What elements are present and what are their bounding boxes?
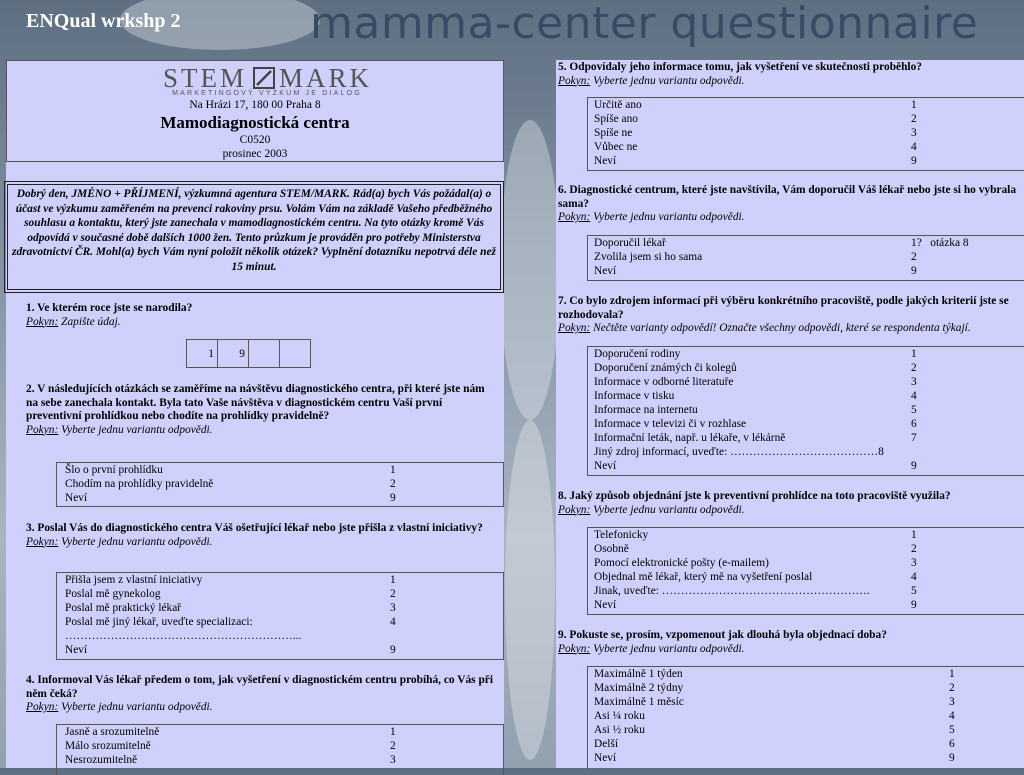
question-instruction: Pokyn: Vyberte jednu variantu odpovědi. <box>26 423 213 436</box>
answer-option[interactable]: Neví 9 <box>594 460 917 472</box>
question-8 <box>558 490 1024 517</box>
question-5 <box>558 61 1020 88</box>
answer-option[interactable]: Málo srozumitelně 2 <box>65 740 396 752</box>
question-title: 5. Odpovídaly jeho informace tomu, jak vyšetření ve skutečnosti proběhlo? <box>558 61 922 73</box>
answer-option[interactable]: Maximálně 1 týden 1 <box>594 668 955 680</box>
intro-text: Dobrý den, JMÉNO + PŘÍJMENÍ, výzkumná agentura STEM/MARK. Rád(a) bych Vás požádal(a) o účast ve výzkumu zaměřeném na prevenci rakoviny prsu. Volám Vám na základě Vašeho předběžného souhlasu a kontaktu, který jste zanechala v mamodiagnostickém centru. Na tyto otázky kromě Vás odpovídá v současné době dalších 1000 žen. Tento průzkum je prováděn pro potřeby Ministerstva zdravotnictví ČR. Mohl(a) bych Vám nyní položit několik otázek? Vyplnění dotazníku nepotrvá déle než 15 minut. <box>4 181 504 293</box>
answer-option[interactable]: Informační leták, např. u lékaře, v lékárně 7 <box>594 432 917 444</box>
answer-option[interactable]: Jasně a srozumitelně 1 <box>65 726 396 738</box>
question-title: 6. Diagnostické centrum, které jste navštívila, Vám doporučil Váš lékař nebo jste si ho vybrala sama? <box>558 184 1017 210</box>
workshop-label: ENQual wrkshp 2 <box>26 10 181 32</box>
question-title: 7. Co bylo zdrojem informací při výběru konkrétního pracoviště, podle jakých kriterií jste se rozhodovala? <box>558 295 1009 321</box>
question-instruction: Pokyn: Vyberte jednu variantu odpovědi. <box>26 535 213 548</box>
company-address: Na Hrázi 17, 180 00 Praha 8 <box>189 99 321 111</box>
answer-option[interactable]: Nesrozumitelně 3 <box>65 754 396 766</box>
answer-option[interactable]: Určitě ano 1 <box>594 99 917 111</box>
answer-option[interactable]: Neví 9 <box>594 599 917 611</box>
answer-option[interactable]: Doporučil lékař 1? otázka 8 <box>594 237 969 249</box>
year-digit[interactable] <box>248 339 280 368</box>
answer-option[interactable]: Šlo o první prohlídku 1 <box>65 464 396 476</box>
answer-option[interactable]: Informace v televizi či v rozhlase 6 <box>594 418 917 430</box>
question-7 <box>558 295 1024 336</box>
question-instruction: Pokyn: Vyberte jednu variantu odpovědi. <box>558 211 745 223</box>
answer-option[interactable]: Neví 9 <box>65 492 396 504</box>
questionnaire-right-page <box>556 60 1024 768</box>
slide-title: mamma-center questionnaire <box>310 0 979 49</box>
answer-option[interactable]: Spíše ne 3 <box>594 127 917 139</box>
question-instruction: Pokyn: Vyberte jednu variantu odpovědi. <box>558 642 745 655</box>
question-title: 1. Ve kterém roce jste se narodila? <box>26 302 193 314</box>
answer-option[interactable]: Neví 9 <box>594 752 955 764</box>
answer-option[interactable]: Objednal mě lékař, který mě na vyšetření poslal 4 <box>594 571 917 583</box>
questionnaire-left-page <box>6 60 504 768</box>
answer-options-q4 <box>56 724 504 775</box>
answer-option[interactable]: Chodím na prohlídky pravidelně 2 <box>65 478 396 490</box>
answer-options-q8 <box>587 527 1024 615</box>
birth-year-field[interactable] <box>187 339 311 368</box>
answer-option[interactable]: Informace na internetu 5 <box>594 404 917 416</box>
question-instruction: Pokyn: Vyberte jednu variantu odpovědi. <box>558 503 745 516</box>
answer-option[interactable]: Přišla jsem z vlastní iniciativy 1 <box>65 574 396 586</box>
question-2 <box>26 383 496 437</box>
answer-option[interactable]: Neví 9 <box>65 644 396 656</box>
question-instruction: Pokyn: Nečtěte varianty odpovědí! Označte všechny odpovědi, které se respondenta týkají. <box>558 322 971 334</box>
year-digit[interactable]: 9 <box>217 339 249 368</box>
document-date: prosinec 2003 <box>222 148 288 160</box>
answer-options-q6 <box>587 235 1024 281</box>
answer-option[interactable]: Jiný zdroj informací, uveďte: …………………………………8 <box>594 446 884 458</box>
answer-option[interactable]: Doporučení rodiny 1 <box>594 348 917 360</box>
question-3 <box>26 522 496 549</box>
answer-option[interactable]: Jinak, uveďte: ………………………………………………. 5 <box>594 585 917 597</box>
answer-option[interactable]: Telefonicky 1 <box>594 529 917 541</box>
answer-options-q9 <box>587 666 1024 769</box>
answer-option[interactable]: Doporučení známých či kolegů 2 <box>594 362 917 374</box>
answer-options-q2 <box>56 462 504 507</box>
answer-option[interactable]: Asi ¼ roku 4 <box>594 710 955 722</box>
answer-option[interactable]: Zvolila jsem si ho sama 2 <box>594 251 917 263</box>
question-4 <box>26 674 496 715</box>
answer-option[interactable]: Poslal mě jiný lékař, uveďte specializaci: 4 <box>65 616 396 628</box>
answer-option[interactable]: Delší 6 <box>594 738 955 750</box>
question-title: 8. Jaký způsob objednání jste k preventivní prohlídce na toto pracoviště využila? <box>558 490 951 502</box>
document-header <box>6 60 504 162</box>
year-digit[interactable]: 1 <box>186 339 218 368</box>
answer-option[interactable]: Poslal mě praktický lékař 3 <box>65 602 396 614</box>
question-9 <box>558 629 1024 656</box>
document-code: C0520 <box>239 134 271 146</box>
question-title: 4. Informoval Vás lékař předem o tom, jak vyšetření v diagnostickém centru probíhá, co Vás při něm čeká? <box>26 674 493 700</box>
answer-option[interactable]: Pomocí elektronické pošty (e-mailem) 3 <box>594 557 917 569</box>
answer-option[interactable]: Maximálně 1 měsíc 3 <box>594 696 955 708</box>
answer-option[interactable]: Informace v odborné literatuře 3 <box>594 376 917 388</box>
answer-option[interactable]: Maximálně 2 týdny 2 <box>594 682 955 694</box>
answer-fill-line[interactable]: ……………………………………………………... <box>65 630 302 642</box>
stem-mark-logo: STEM MARK MARKETINGOVÝ VÝZKUM JE DIALOG <box>163 63 373 97</box>
question-6 <box>558 184 1020 225</box>
answer-option[interactable]: Neví 9 <box>594 155 917 167</box>
background-snow <box>505 420 555 760</box>
answer-option[interactable]: Poslal mě gynekolog 2 <box>65 588 396 600</box>
question-instruction: Pokyn: Vyberte jednu variantu odpovědi. <box>26 701 213 713</box>
document-name: Mamodiagnostická centra <box>160 113 350 132</box>
year-digit[interactable] <box>279 339 311 368</box>
question-title: 2. V následujících otázkách se zaměříme na návštěvu diagnostického centra, při které jste nám na sebe zanechala kontakt. Byla tato Vaše návštěva v diagnostickém centru Vaší první preventivní prohlídkou nebo chodíte na prohlídky pravidelně? <box>26 383 485 422</box>
logo-mark-icon <box>253 67 275 89</box>
question-instruction: Pokyn: Zapište údaj. <box>26 315 121 328</box>
background-snow <box>500 120 560 420</box>
answer-option[interactable]: Vůbec ne 4 <box>594 141 917 153</box>
answer-option[interactable]: Osobně 2 <box>594 543 917 555</box>
answer-options-q7 <box>587 346 1024 476</box>
question-title: 3. Poslal Vás do diagnostického centra Váš ošetřující lékař nebo jste přišla z vlastní iniciativy? <box>26 522 483 534</box>
answer-options-q3 <box>56 572 504 660</box>
answer-option[interactable]: Informace v tisku 4 <box>594 390 917 402</box>
question-instruction: Pokyn: Vyberte jednu variantu odpovědi. <box>558 74 745 87</box>
answer-option[interactable]: Asi ½ roku 5 <box>594 724 955 736</box>
question-1 <box>26 302 486 329</box>
question-title: 9. Pokuste se, prosím, vzpomenout jak dlouhá byla objednací doba? <box>558 629 887 641</box>
answer-option[interactable]: Neví 9 <box>594 265 917 277</box>
answer-option[interactable]: Spíše ano 2 <box>594 113 917 125</box>
answer-options-q5 <box>587 97 1024 171</box>
